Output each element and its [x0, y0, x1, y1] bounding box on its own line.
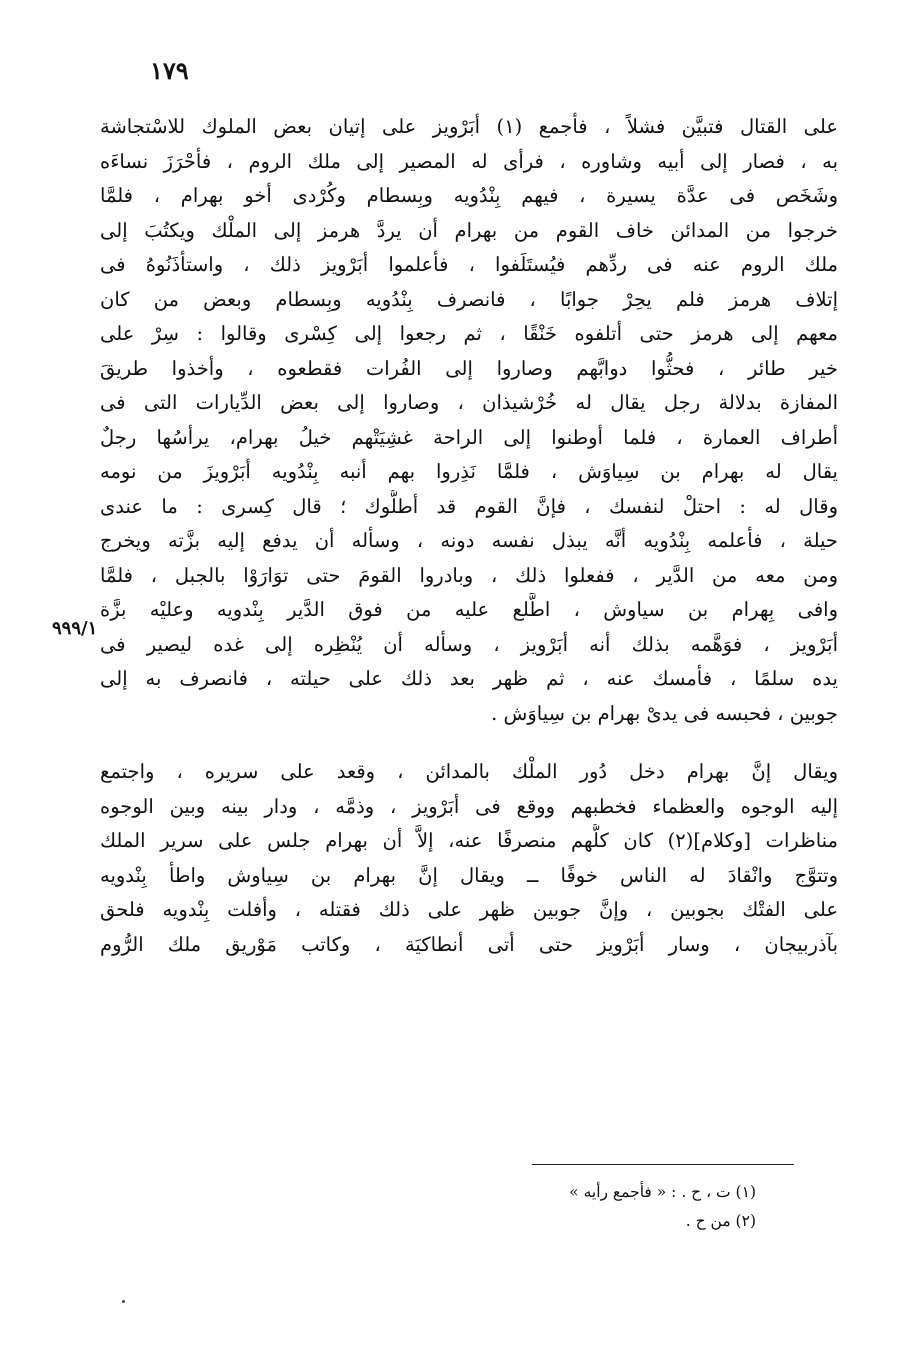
text-line: إليه الوجوه والعظماء فخطبهم ووقع فى أبَرْويز ، وذمَّه ، ودار بينه وبين الوجوه: [100, 794, 838, 818]
text-line: ملك الروم عنه فى ردِّهم فيُستَلَفوا ، فأعلموا أبَرْويز ذلك ، واستأذَنُوهُ فى: [100, 253, 838, 276]
text-line: أبَرْويز ، فوَهَّمه بذلك أنه أبَرْويز ، وسأله أن يُنْظِره إلى غده ليصير فى: [100, 632, 838, 656]
text-line: وافى بِهرام بن سياوش ، اطَّلع عليه من فوق الدَّير بِنْدويه وعليْه بزَّة: [100, 598, 838, 621]
text-line: وتتوَّج وانْقادَ له الناس خوفًا ــ ويقال إنَّ بهرام بن سِياوش واطأ بِنْدويه: [100, 863, 838, 887]
footnotes: [480, 1178, 756, 1236]
text-line: ويقال إنَّ بهرام دخل دُور الملْك بالمدائن ، وقعد على سريره ، واجتمع: [100, 760, 838, 783]
text-line: جوبين ، فحبسه فى يدىْ بهرام بن سِياوَش .: [491, 701, 838, 725]
footnote-1: (١) ت ، ح . : « فأجمع رأيه »: [569, 1183, 756, 1201]
footnote-divider: [532, 1164, 794, 1165]
text-line: وشَخَص فى عدَّة يسيرة ، فيهم بِنْدُويه وبِسطام وكُرْدى أخو بهرام ، فلمَّا: [100, 184, 838, 207]
text-line: معهم إلى هرمز حتى أتلفوه خَنْقًا ، ثم رجعوا إلى كِسْرى وقالوا : سِرْ على: [100, 322, 838, 345]
text-line: به ، فصار إلى أبيه وشاوره ، فرأى له المصير إلى ملك الروم ، فأحْرَزَ نساءَه: [100, 149, 838, 173]
text-line: المفازة بدلالة رجل يقال له خُرْشيذان ، وصاروا إلى بعض الدِّيارات التى فى: [100, 391, 838, 414]
main-text: [100, 110, 838, 962]
text-line: بآذربيجان ، وسار أبَرْويز حتى أتى أنطاكيَة ، وكاتب مَوْريق ملك الرُّوم: [100, 932, 838, 956]
page-speck: [122, 1300, 125, 1303]
text-line: وقال له : احتلْ لنفسك ، فإنَّ القوم قد أطلُّوك ؛ قال كِسرى : ما عندى: [100, 494, 838, 518]
footnote-2: (٢) من ح .: [685, 1212, 756, 1230]
paragraph-spacer: [100, 731, 838, 755]
text-line: على الفتْك بجوبين ، وإنَّ جوبين ظهر على ذلك فقتله ، وأفلت بِنْدويه فلحق: [100, 898, 838, 921]
margin-reference: ٩٩٩/١: [52, 618, 98, 639]
text-line: ومن معه من الدَّير ، ففعلوا ذلك ، وبادروا القومَ حتى توَارَوْا بالجبل ، فلمَّا: [100, 563, 838, 587]
text-line: على القتال فتبيَّن فشلاً ، فأجمع (١) أبَرْويز على إتيان بعض الملوك للاسْتجاشة: [100, 115, 838, 138]
text-line: يده سلمًا ، فأمسك عنه ، ثم ظهر بعد ذلك على حيلته ، فانصرف به إلى: [100, 667, 838, 690]
text-line: حيلة ، فأعلمه بِنْدُويه أنَّه يبذل نفسه دونه ، وسأله أن يدفع إليه بزَّته ويخرج: [100, 529, 838, 552]
text-line: خرجوا من المدائن خاف القوم من بهرام أن يردَّ هرمز إلى الملْك ويكتُبَ إلى: [100, 218, 838, 242]
text-line: أطراف العمارة ، فلما أوطنوا إلى الراحة غشِيَتْهم خيلُ بهرام، يرأسُها رجلٌ: [100, 425, 838, 449]
text-line: يقال له بهرام بن سِياوَش ، فلمَّا نَذِروا بهم أنبه بِنْدُويه أبَرْويزَ من نومه: [100, 460, 838, 483]
text-line: خير طائر ، فحثُّوا دوابَّهم وصاروا إلى الفُرات فقطعوه ، وأخذوا طريقَ: [100, 356, 838, 380]
paragraph-1: [100, 110, 838, 731]
text-line: مناظرات [وكلام](٢) كان كلُّهم منصرفًا عنه، إلاَّ أن بهرام جلس على سرير الملك: [100, 829, 838, 852]
text-line: إتلاف هرمز فلم يحِرْ جوابًا ، فانصرف بِنْدُويه وبِسطام وبعض من كان: [100, 287, 838, 311]
paragraph-2: [100, 755, 838, 962]
page-number: ١٧٩: [150, 56, 189, 85]
